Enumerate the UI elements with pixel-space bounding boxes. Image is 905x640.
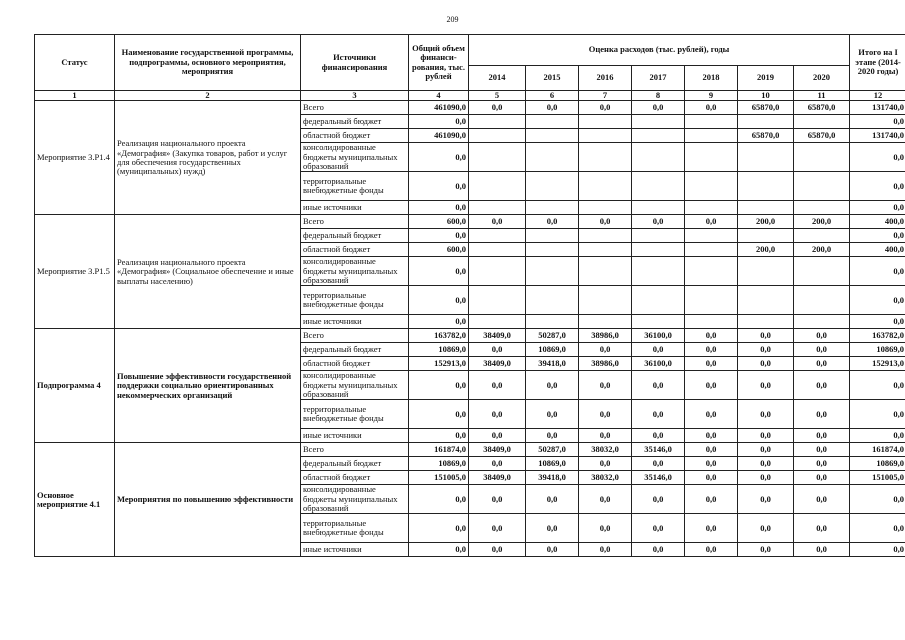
year-value-cell [794,143,850,172]
year-value-cell: 0,0 [685,343,738,357]
year-value-cell [738,315,794,329]
column-number: 4 [409,91,469,101]
year-value-cell [685,201,738,215]
header-year: 2017 [632,66,685,91]
total-volume-cell: 151005,0 [409,471,469,485]
year-value-cell: 38986,0 [579,329,632,343]
year-value-cell [579,243,632,257]
total-volume-cell: 10869,0 [409,343,469,357]
year-value-cell: 10869,0 [526,457,579,471]
total-volume-cell: 0,0 [409,286,469,315]
stage-total-cell: 10869,0 [850,343,905,357]
year-value-cell: 0,0 [685,457,738,471]
year-value-cell [794,115,850,129]
funding-source-cell: Всего [301,101,409,115]
total-volume-cell: 0,0 [409,429,469,443]
funding-source-cell: консолидированные бюджеты муниципальных образований [301,257,409,286]
year-value-cell: 35146,0 [632,471,685,485]
year-value-cell: 0,0 [632,429,685,443]
year-value-cell: 0,0 [469,215,526,229]
stage-total-cell: 0,0 [850,257,905,286]
total-volume-cell: 0,0 [409,315,469,329]
year-value-cell [579,229,632,243]
year-value-cell [738,115,794,129]
year-value-cell: 0,0 [685,543,738,557]
year-value-cell: 0,0 [469,514,526,543]
year-value-cell: 0,0 [526,514,579,543]
total-volume-cell: 461090,0 [409,101,469,115]
year-value-cell [579,115,632,129]
year-value-cell: 0,0 [469,543,526,557]
funding-source-cell: областной бюджет [301,129,409,143]
funding-source-cell: областной бюджет [301,357,409,371]
year-value-cell [632,257,685,286]
funding-source-cell: консолидированные бюджеты муниципальных образований [301,143,409,172]
program-name-cell: Реализация национального проекта «Демография» (Закупка товаров, работ и услуг для обеспечения государственных (муниципальных) нужд) [115,101,301,215]
year-value-cell: 0,0 [579,343,632,357]
stage-total-cell: 0,0 [850,371,905,400]
total-volume-cell: 0,0 [409,143,469,172]
stage-total-cell: 0,0 [850,143,905,172]
year-value-cell [469,172,526,201]
column-number: 12 [850,91,905,101]
funding-source-cell: иные источники [301,543,409,557]
year-value-cell: 0,0 [632,400,685,429]
year-value-cell: 10869,0 [526,343,579,357]
year-value-cell [685,286,738,315]
status-cell: Мероприятие 3.Р1.4 [35,101,115,215]
year-value-cell [685,129,738,143]
header-year: 2016 [579,66,632,91]
year-value-cell: 0,0 [526,400,579,429]
year-value-cell [738,286,794,315]
year-value-cell [794,229,850,243]
status-cell: Подпрограмма 4 [35,329,115,443]
year-value-cell: 38409,0 [469,471,526,485]
year-value-cell: 0,0 [579,429,632,443]
year-value-cell [579,257,632,286]
year-value-cell: 0,0 [738,329,794,343]
total-volume-cell: 0,0 [409,543,469,557]
stage-total-cell: 0,0 [850,286,905,315]
total-volume-cell: 461090,0 [409,129,469,143]
year-value-cell: 0,0 [794,400,850,429]
stage-total-cell: 161874,0 [850,443,905,457]
year-value-cell [685,172,738,201]
year-value-cell: 38986,0 [579,357,632,371]
header-stage-total: Итого на I этапе (2014-2020 годы) [850,35,905,91]
total-volume-cell: 0,0 [409,257,469,286]
year-value-cell: 0,0 [685,429,738,443]
year-value-cell [738,172,794,201]
year-value-cell: 0,0 [685,215,738,229]
column-number: 6 [526,91,579,101]
year-value-cell [469,286,526,315]
column-number: 11 [794,91,850,101]
year-value-cell: 0,0 [685,101,738,115]
year-value-cell: 0,0 [794,485,850,514]
year-value-cell [526,172,579,201]
funding-source-cell: консолидированные бюджеты муниципальных образований [301,371,409,400]
program-name-cell: Повышение эффективности государственной поддержки социально ориентированных некоммерческих организаций [115,329,301,443]
funding-source-cell: областной бюджет [301,243,409,257]
total-volume-cell: 0,0 [409,172,469,201]
year-value-cell: 65870,0 [794,129,850,143]
year-value-cell [794,201,850,215]
table-row [35,215,905,229]
stage-total-cell: 0,0 [850,514,905,543]
funding-source-cell: федеральный бюджет [301,343,409,357]
year-value-cell: 0,0 [469,343,526,357]
total-volume-cell: 0,0 [409,201,469,215]
stage-total-cell: 400,0 [850,243,905,257]
year-value-cell [579,315,632,329]
funding-source-cell: консолидированные бюджеты муниципальных образований [301,485,409,514]
header-estimate: Оценка расходов (тыс. рублей), годы [469,35,850,66]
year-value-cell: 50287,0 [526,443,579,457]
year-value-cell: 0,0 [579,514,632,543]
year-value-cell [579,286,632,315]
year-value-cell: 0,0 [685,471,738,485]
funding-source-cell: Всего [301,443,409,457]
year-value-cell: 36100,0 [632,357,685,371]
year-value-cell: 38032,0 [579,443,632,457]
funding-source-cell: территориальные внебюджетные фонды [301,172,409,201]
year-value-cell: 0,0 [738,371,794,400]
page-number: 209 [446,15,459,24]
table-body [35,101,905,557]
header-year: 2020 [794,66,850,91]
status-cell: Основное мероприятие 4.1 [35,443,115,557]
program-name-cell: Реализация национального проекта «Демография» (Социальное обеспечение и иные выплаты населению) [115,215,301,329]
year-value-cell: 0,0 [469,101,526,115]
funding-source-cell: территориальные внебюджетные фонды [301,400,409,429]
funding-source-cell: иные источники [301,315,409,329]
year-value-cell [469,315,526,329]
header-year: 2018 [685,66,738,91]
year-value-cell: 0,0 [632,101,685,115]
year-value-cell: 0,0 [794,443,850,457]
year-value-cell [579,129,632,143]
funding-source-cell: федеральный бюджет [301,229,409,243]
year-value-cell: 0,0 [794,471,850,485]
year-value-cell [469,143,526,172]
year-value-cell [685,229,738,243]
year-value-cell: 0,0 [632,543,685,557]
stage-total-cell: 163782,0 [850,329,905,343]
year-value-cell: 0,0 [526,543,579,557]
year-value-cell [794,257,850,286]
year-value-cell: 0,0 [685,357,738,371]
table-row [35,329,905,343]
total-volume-cell: 0,0 [409,514,469,543]
year-value-cell [738,229,794,243]
year-value-cell [526,315,579,329]
year-value-cell: 0,0 [738,400,794,429]
stage-total-cell: 400,0 [850,215,905,229]
year-value-cell: 0,0 [579,400,632,429]
year-value-cell: 0,0 [794,343,850,357]
year-value-cell [632,115,685,129]
total-volume-cell: 600,0 [409,215,469,229]
year-value-cell: 0,0 [738,443,794,457]
year-value-cell: 35146,0 [632,443,685,457]
stage-total-cell: 0,0 [850,172,905,201]
program-name-cell: Мероприятия по повышению эффективности [115,443,301,557]
year-value-cell [579,201,632,215]
year-value-cell [632,315,685,329]
year-value-cell: 200,0 [794,215,850,229]
year-value-cell [469,115,526,129]
year-value-cell [632,286,685,315]
year-value-cell [632,229,685,243]
total-volume-cell: 600,0 [409,243,469,257]
column-number: 3 [301,91,409,101]
funding-source-cell: Всего [301,329,409,343]
column-number: 5 [469,91,526,101]
total-volume-cell: 0,0 [409,115,469,129]
funding-source-cell: иные источники [301,429,409,443]
header-sources: Источники финансирования [301,35,409,91]
year-value-cell: 0,0 [794,357,850,371]
year-value-cell: 0,0 [632,514,685,543]
year-value-cell: 0,0 [579,371,632,400]
year-value-cell [526,257,579,286]
year-value-cell [685,243,738,257]
year-value-cell [526,286,579,315]
year-value-cell [469,129,526,143]
year-value-cell: 0,0 [794,457,850,471]
year-value-cell: 0,0 [469,400,526,429]
year-value-cell: 0,0 [685,485,738,514]
year-value-cell: 36100,0 [632,329,685,343]
table-row [35,101,905,115]
year-value-cell [579,143,632,172]
total-volume-cell: 0,0 [409,485,469,514]
budget-table [34,34,905,557]
total-volume-cell: 10869,0 [409,457,469,471]
stage-total-cell: 0,0 [850,400,905,429]
year-value-cell: 0,0 [632,215,685,229]
year-value-cell: 0,0 [632,457,685,471]
year-value-cell [738,143,794,172]
year-value-cell: 0,0 [579,457,632,471]
year-value-cell [469,243,526,257]
total-volume-cell: 0,0 [409,371,469,400]
year-value-cell: 0,0 [579,485,632,514]
year-value-cell: 0,0 [685,371,738,400]
column-number: 10 [738,91,794,101]
header-status: Статус [35,35,115,91]
funding-source-cell: федеральный бюджет [301,115,409,129]
year-value-cell [632,129,685,143]
stage-total-cell: 131740,0 [850,101,905,115]
column-number: 7 [579,91,632,101]
year-value-cell [469,229,526,243]
funding-source-cell: территориальные внебюджетные фонды [301,514,409,543]
year-value-cell: 0,0 [685,514,738,543]
year-value-cell: 39418,0 [526,357,579,371]
year-value-cell: 0,0 [579,101,632,115]
year-value-cell: 0,0 [685,443,738,457]
year-value-cell: 0,0 [738,429,794,443]
year-value-cell: 0,0 [738,514,794,543]
year-value-cell: 0,0 [526,485,579,514]
year-value-cell [685,315,738,329]
year-value-cell: 0,0 [738,471,794,485]
year-value-cell: 65870,0 [794,101,850,115]
column-number: 9 [685,91,738,101]
year-value-cell [685,257,738,286]
year-value-cell [579,172,632,201]
year-value-cell [685,143,738,172]
year-value-cell: 39418,0 [526,471,579,485]
stage-total-cell: 0,0 [850,201,905,215]
funding-source-cell: Всего [301,215,409,229]
year-value-cell [632,243,685,257]
stage-total-cell: 0,0 [850,429,905,443]
header-name: Наименование государственной программы, подпрограммы, основного мероприятия, мероприятия [115,35,301,91]
year-value-cell: 0,0 [685,400,738,429]
year-value-cell [738,201,794,215]
year-value-cell [632,201,685,215]
total-volume-cell: 152913,0 [409,357,469,371]
year-value-cell: 38409,0 [469,443,526,457]
year-value-cell: 0,0 [738,357,794,371]
year-value-cell: 0,0 [794,329,850,343]
year-value-cell: 0,0 [794,429,850,443]
year-value-cell: 0,0 [526,101,579,115]
year-value-cell [526,243,579,257]
year-value-cell: 0,0 [738,543,794,557]
year-value-cell [794,286,850,315]
table-row [35,443,905,457]
year-value-cell [632,172,685,201]
year-value-cell: 0,0 [738,457,794,471]
header-year: 2015 [526,66,579,91]
year-value-cell: 0,0 [632,343,685,357]
total-volume-cell: 0,0 [409,400,469,429]
funding-source-cell: иные источники [301,201,409,215]
year-value-cell: 0,0 [632,485,685,514]
year-value-cell: 0,0 [526,215,579,229]
status-cell: Мероприятие 3.Р1.5 [35,215,115,329]
year-value-cell: 0,0 [738,343,794,357]
year-value-cell: 38032,0 [579,471,632,485]
stage-total-cell: 152913,0 [850,357,905,371]
funding-source-cell: территориальные внебюджетные фонды [301,286,409,315]
stage-total-cell: 0,0 [850,315,905,329]
year-value-cell [526,143,579,172]
total-volume-cell: 161874,0 [409,443,469,457]
year-value-cell [794,315,850,329]
year-value-cell [469,257,526,286]
year-value-cell: 0,0 [794,543,850,557]
year-value-cell [685,115,738,129]
year-value-cell: 38409,0 [469,357,526,371]
year-value-cell: 50287,0 [526,329,579,343]
column-number: 8 [632,91,685,101]
total-volume-cell: 163782,0 [409,329,469,343]
stage-total-cell: 10869,0 [850,457,905,471]
year-value-cell: 0,0 [579,215,632,229]
year-value-cell [632,143,685,172]
year-value-cell: 0,0 [794,371,850,400]
funding-source-cell: федеральный бюджет [301,457,409,471]
year-value-cell: 0,0 [794,514,850,543]
stage-total-cell: 0,0 [850,229,905,243]
year-value-cell: 38409,0 [469,329,526,343]
year-value-cell [738,257,794,286]
header-year: 2019 [738,66,794,91]
header-year: 2014 [469,66,526,91]
year-value-cell [526,229,579,243]
year-value-cell [526,129,579,143]
stage-total-cell: 151005,0 [850,471,905,485]
column-number: 2 [115,91,301,101]
header-total-volume: Общий объем финанси-рования, тыс. рублей [409,35,469,91]
year-value-cell [469,201,526,215]
stage-total-cell: 131740,0 [850,129,905,143]
year-value-cell: 0,0 [738,485,794,514]
stage-total-cell: 0,0 [850,543,905,557]
column-number: 1 [35,91,115,101]
year-value-cell [794,172,850,201]
year-value-cell: 65870,0 [738,129,794,143]
year-value-cell: 65870,0 [738,101,794,115]
year-value-cell: 0,0 [579,543,632,557]
column-numbers-row [35,91,905,101]
year-value-cell: 0,0 [632,371,685,400]
stage-total-cell: 0,0 [850,115,905,129]
year-value-cell: 0,0 [469,457,526,471]
year-value-cell: 200,0 [738,215,794,229]
funding-source-cell: областной бюджет [301,471,409,485]
year-value-cell: 0,0 [469,485,526,514]
year-value-cell: 0,0 [469,429,526,443]
year-value-cell: 0,0 [469,371,526,400]
year-value-cell: 0,0 [685,329,738,343]
year-value-cell: 0,0 [526,429,579,443]
year-value-cell [526,115,579,129]
year-value-cell [526,201,579,215]
year-value-cell: 200,0 [794,243,850,257]
year-value-cell: 0,0 [526,371,579,400]
stage-total-cell: 0,0 [850,485,905,514]
total-volume-cell: 0,0 [409,229,469,243]
year-value-cell: 200,0 [738,243,794,257]
